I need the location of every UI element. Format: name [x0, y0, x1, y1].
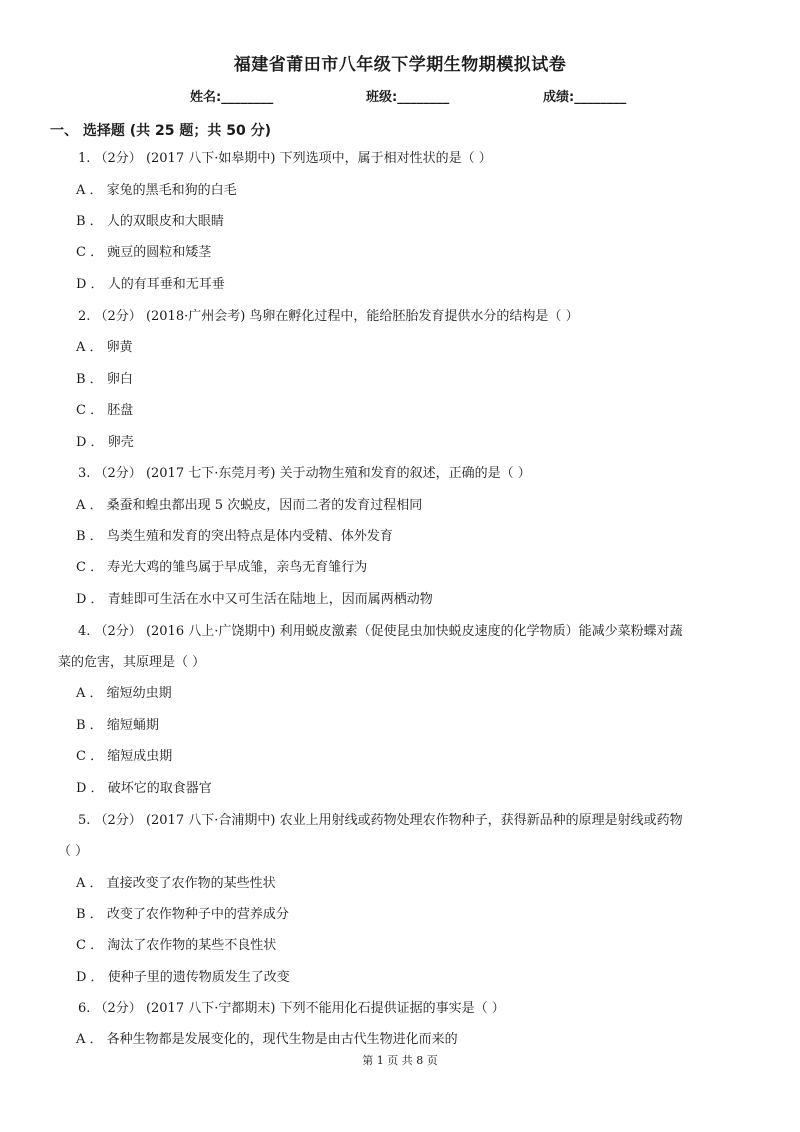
option-item: D ． 人的有耳垂和无耳垂: [76, 277, 225, 292]
option-item: A ． 卵黄: [76, 340, 133, 355]
option-item: D ． 卵壳: [76, 435, 134, 450]
question-stem: 3. （2分） (2017 七下·东莞月考) 关于动物生殖和发育的叙述，正确的是（ ）: [78, 466, 531, 481]
option-item: D ． 破坏它的取食器官: [76, 781, 212, 796]
question-stem: 1. （2分） (2017 八下·如皋期中) 下列选项中，属于相对性状的是（ ）: [78, 151, 492, 166]
option-item: A ． 缩短幼虫期: [76, 686, 172, 701]
option-item: A ． 家兔的黑毛和狗的白毛: [76, 183, 237, 198]
class-field: 班级:________: [366, 90, 450, 105]
option-item: A ． 直接改变了农作物的某些性状: [76, 876, 276, 891]
option-item: A ． 桑蚕和蝗虫都出现 5 次蜕皮，因而二者的发育过程相同: [76, 498, 423, 513]
question-stem: 5. （2分） (2017 八下·合浦期中) 农业上用射线或药物处理农作物种子，获得新品种的原理是射线或药物: [78, 813, 683, 828]
option-item: C ． 缩短成虫期: [76, 749, 173, 764]
option-item: B ． 鸟类生殖和发育的突出特点是体内受精、体外发育: [76, 529, 393, 544]
score-field: 成绩:________: [543, 90, 627, 105]
option-item: C ． 豌豆的圆粒和矮茎: [76, 245, 212, 260]
section-heading: 一、 选择题 (共 25 题；共 50 分): [50, 123, 272, 139]
option-item: B ． 卵白: [76, 372, 133, 387]
name-field: 姓名:________: [190, 90, 274, 105]
question-stem-continued: 菜的危害，其原理是（ ）: [58, 655, 206, 670]
option-item: C ． 淘汰了农作物的某些不良性状: [76, 938, 277, 953]
option-item: A ． 各种生物都是发展变化的，现代生物是由古代生物进化而来的: [76, 1032, 458, 1047]
student-info-row: [0, 86, 800, 106]
option-item: C ． 胚盘: [76, 403, 134, 418]
question-stem: 2. （2分） (2018·广州会考) 鸟卵在孵化过程中，能给胚胎发育提供水分的结构是（ ）: [78, 309, 579, 324]
option-item: B ． 缩短蛹期: [76, 718, 159, 733]
question-stem: 4. （2分） (2016 八上·广饶期中) 利用蜕皮激素（促使昆虫加快蜕皮速度的化学物质）能减少菜粉蝶对蔬: [78, 624, 683, 639]
option-item: B ． 改变了农作物种子中的营养成分: [76, 907, 289, 922]
option-item: B ． 人的双眼皮和大眼睛: [76, 214, 224, 229]
question-stem-continued: （ ）: [58, 844, 89, 859]
page-footer: 第 1 页 共 8 页: [362, 1054, 438, 1067]
option-item: C ． 寿光大鸡的雏鸟属于早成雏，亲鸟无育雏行为: [76, 560, 368, 575]
option-item: D ． 使种子里的遗传物质发生了改变: [76, 970, 290, 985]
option-item: D ． 青蛙即可生活在水中又可生活在陆地上，因而属两栖动物: [76, 592, 433, 607]
page-title: 福建省莆田市八年级下学期生物期模拟试卷: [233, 55, 567, 75]
question-stem: 6. （2分） (2017 八下·宁都期末) 下列不能用化石提供证据的事实是（ ）: [78, 1001, 505, 1016]
